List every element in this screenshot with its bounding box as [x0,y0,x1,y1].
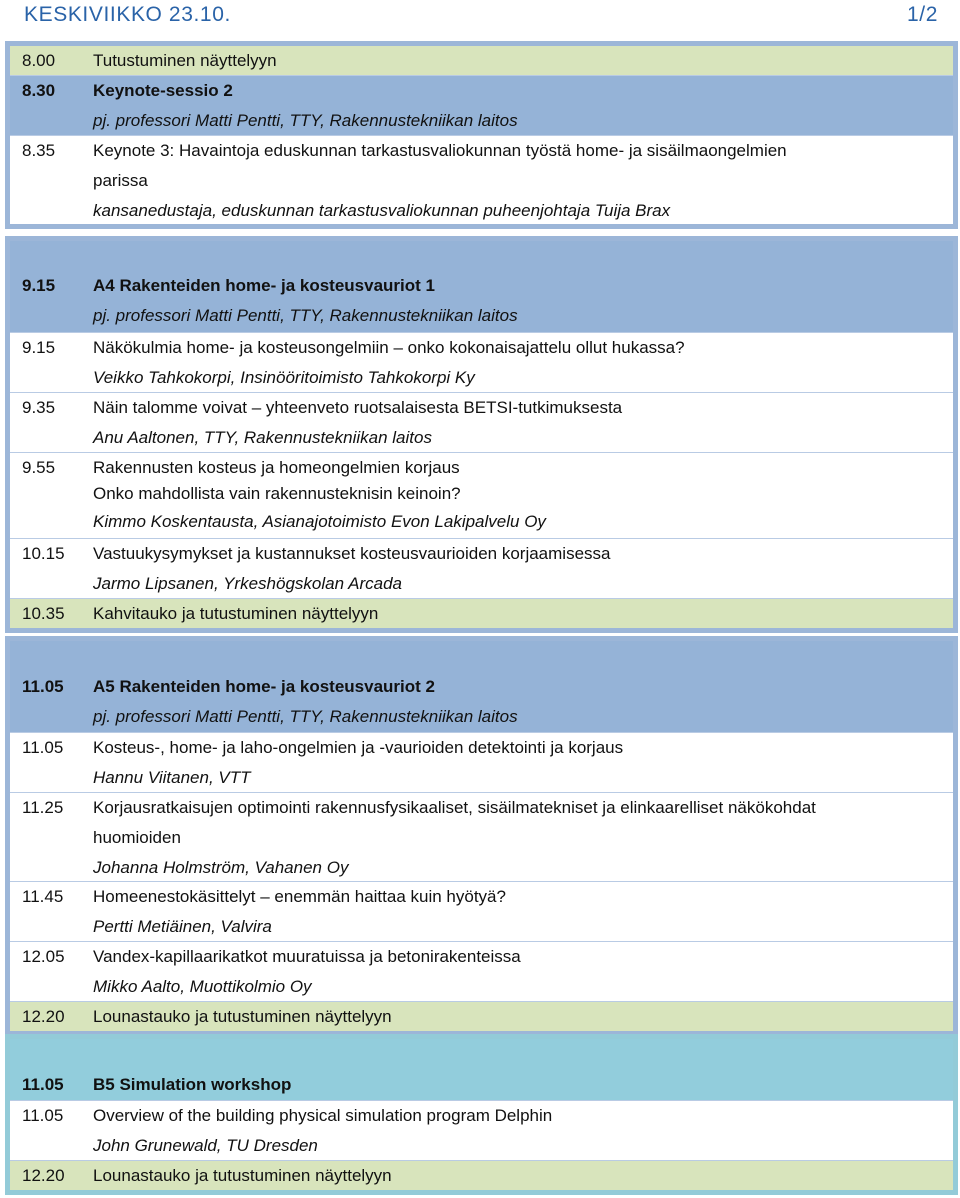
row-title: Homeenestokäsittelyt – enemmän haittaa kuin hyötyä? [93,887,506,906]
page-number: 1/2 [907,3,938,26]
row-time: 8.35 [22,141,56,160]
row-speaker: kansanedustaja, eduskunnan tarkastusvaliokunnan puheenjohtaja Tuija Brax [93,201,671,220]
session-header-row [10,241,953,332]
row-time: 12.05 [22,947,65,966]
schedule-row [10,792,953,881]
schedule-row [10,332,953,392]
row-title: Lounastauko ja tutustuminen näyttelyyn [93,1007,392,1026]
row-title: Kahvitauko ja tutustuminen näyttelyyn [93,604,379,623]
row-title: Vastuukysymykset ja kustannukset kosteusvaurioiden korjaamisessa [93,544,611,563]
break-row [10,1160,953,1190]
day-title: KESKIVIIKKO 23.10. [24,3,231,26]
row-title: Näkökulmia home- ja kosteusongelmiin – onko kokonaisajattelu ollut hukassa? [93,338,685,357]
row-title: Näin talomme voivat – yhteenveto ruotsalaisesta BETSI-tutkimuksesta [93,398,623,417]
row-time: 11.05 [22,677,64,696]
row-time: 8.30 [22,81,56,100]
row-time: 11.05 [22,1106,64,1125]
session-chair: pj. professori Matti Pentti, TTY, Rakennustekniikan laitos [93,306,518,325]
schedule-row [10,732,953,792]
schedule-block-b5 [5,1034,958,1195]
row-time: 8.00 [22,51,56,70]
break-row [10,1001,953,1031]
row-title-cont: parissa [93,171,148,190]
row-title: Lounastauko ja tutustuminen näyttelyyn [93,1166,392,1185]
row-speaker: Mikko Aalto, Muottikolmio Oy [93,977,312,996]
schedule-block-a4 [5,236,958,633]
row-title: Korjausratkaisujen optimointi rakennusfysikaaliset, sisäilmatekniset ja elinkaarelliset näkökohdat [93,798,816,817]
row-title: Tutustuminen näyttelyyn [93,51,277,70]
session-header-row [10,1039,953,1100]
schedule-row [10,452,953,538]
row-title-cont: huomioiden [93,828,181,847]
schedule-row [10,135,953,224]
row-title-cont: Onko mahdollista vain rakennusteknisin keinoin? [93,484,461,503]
row-time: 11.25 [22,798,64,817]
schedule-row [10,881,953,941]
row-speaker: Hannu Viitanen, VTT [93,768,251,787]
row-time: 9.15 [22,276,56,295]
break-row [10,598,953,628]
session-title: B5 Simulation workshop [93,1075,292,1094]
row-time: 11.05 [22,738,64,757]
row-time: 9.55 [22,458,56,477]
row-speaker: Pertti Metiäinen, Valvira [93,917,272,936]
row-speaker: Jarmo Lipsanen, Yrkeshögskolan Arcada [93,574,403,593]
row-time: 10.15 [22,544,65,563]
row-time: 11.05 [22,1075,64,1094]
row-speaker: Kimmo Koskentausta, Asianajotoimisto Evon Lakipalvelu Oy [93,512,546,531]
schedule-row [10,392,953,452]
row-time: 9.35 [22,398,56,417]
session-header-row [10,75,953,135]
row-time: 10.35 [22,604,65,623]
schedule-block-a5 [5,636,958,1036]
row-speaker: Johanna Holmström, Vahanen Oy [93,858,349,877]
row-time: 12.20 [22,1007,65,1026]
row-time: 11.45 [22,887,64,906]
schedule-row [10,941,953,1001]
row-title: Vandex-kapillaarikatkot muuratuissa ja betonirakenteissa [93,947,521,966]
session-chair: pj. professori Matti Pentti, TTY, Rakennustekniikan laitos [93,111,518,130]
row-title: Kosteus-, home- ja laho-ongelmien ja -vaurioiden detektointi ja korjaus [93,738,624,757]
page-header [0,0,960,34]
session-title: A4 Rakenteiden home- ja kosteusvauriot 1 [93,276,435,295]
row-speaker: Anu Aaltonen, TTY, Rakennustekniikan laitos [93,428,432,447]
row-speaker: Veikko Tahkokorpi, Insinööritoimisto Tahkokorpi Ky [93,368,475,387]
schedule-row [10,1100,953,1160]
session-title: Keynote-sessio 2 [93,81,233,100]
session-title: A5 Rakenteiden home- ja kosteusvauriot 2 [93,677,435,696]
session-header-row [10,641,953,732]
row-title: Overview of the building physical simulation program Delphin [93,1106,553,1125]
schedule-row [10,538,953,598]
row-title: Rakennusten kosteus ja homeongelmien korjaus [93,458,460,477]
schedule-block-keynote [5,41,958,229]
row-speaker: John Grunewald, TU Dresden [93,1136,318,1155]
schedule-row [10,46,953,75]
session-chair: pj. professori Matti Pentti, TTY, Rakennustekniikan laitos [93,707,518,726]
row-time: 9.15 [22,338,56,357]
row-title: Keynote 3: Havaintoja eduskunnan tarkastusvaliokunnan työstä home- ja sisäilmaongelmien [93,141,787,160]
row-time: 12.20 [22,1166,65,1185]
